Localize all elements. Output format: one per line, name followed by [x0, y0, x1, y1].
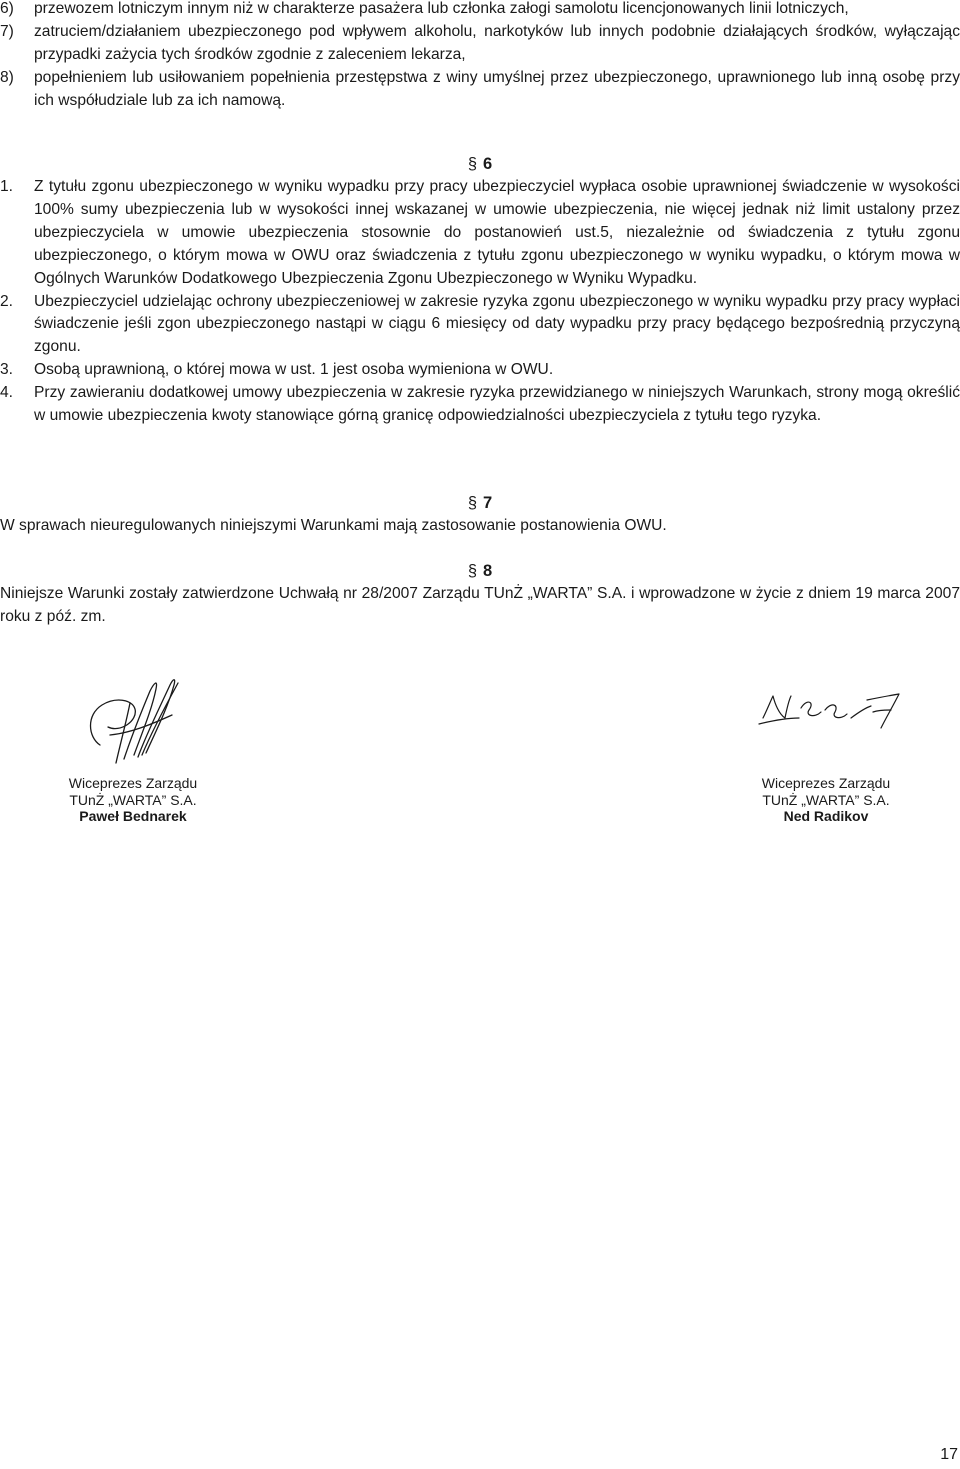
section-7-heading	[0, 492, 960, 515]
list-item-number: 1.	[0, 178, 14, 195]
list-item	[0, 382, 960, 428]
list-item-text: Osobą uprawnioną, o której mowa w ust. 1 jest osoba wymieniona w OWU.	[34, 361, 554, 379]
list-item	[0, 21, 960, 67]
list-item-text: zatruciem/działaniem ubezpieczonego pod wpływem alkoholu, narkotyków lub innych podobnie działających środków, wyłączając przypadki zażycia tych środków zgodnie z zaleceniem lekarza,	[34, 22, 960, 63]
signature-left	[33, 775, 233, 825]
list-item-text: przewozem lotniczym innym niż w charakterze pasażera lub członka załogi samolotu licencjonowanych linii lotniczych,	[34, 0, 849, 17]
list-item	[0, 291, 960, 360]
section-8-heading	[0, 560, 960, 583]
signature-title: Wiceprezes Zarządu	[761, 775, 891, 791]
section-number: 7	[483, 494, 493, 512]
list-item	[0, 176, 960, 291]
section-sign: §	[467, 562, 477, 580]
section-6-list	[0, 176, 960, 428]
list-item-text: Ubezpieczyciel udzielając ochrony ubezpieczeniowej w zakresie ryzyka zgonu ubezpieczonego w wyniku wypadku przy pracy wypłaci świadczenie jeśli zgon ubezpieczonego nastąpi w ciągu 6 miesięcy od daty wypadku przy pracy będącego bezpośrednią przyczyną zgonu.	[34, 292, 960, 356]
list-item	[0, 0, 960, 21]
list-item	[0, 67, 960, 113]
list-top	[0, 0, 960, 113]
signature-right	[726, 775, 926, 825]
section-number: 8	[483, 562, 493, 580]
list-item-text: Z tytułu zgonu ubezpieczonego w wyniku wypadku przy pracy ubezpieczyciel wypłaca osobie uprawnionej świadczenie w wysokości 100% sumy ubezpieczenia lub w wysokości innej wskazanej w umowie ubezpieczenia, nie więcej jednak niż limit ustalony przez ubezpieczyciela w umowie ubezpieczenia stosownie do postanowień ust.5, niezależnie od świadczenia z tytułu zgonu ubezpieczonego, o którym mowa w OWU oraz świadczenia z tytułu zgonu ubezpieczonego w wyniku wypadku, o którym mowa w Ogólnych Warunków Dodatkowego Ubezpieczenia Zgonu Ubezpieczonego w Wyniku Wypadku.	[34, 178, 960, 287]
signature-name: Paweł Bednarek	[79, 808, 187, 824]
section-sign: §	[467, 494, 477, 512]
list-item-number: 4.	[0, 384, 14, 402]
signature-company: TUnŻ „WARTA” S.A.	[69, 791, 197, 808]
section-number: 6	[483, 155, 493, 173]
list-item	[0, 359, 960, 382]
list-item-number: 6)	[0, 0, 14, 17]
section-7-text: W sprawach nieuregulowanych niniejszymi Warunkami mają zastosowanie postanowienia OWU.	[0, 517, 667, 534]
section-8-text: Niniejsze Warunki zostały zatwierdzone Uchwałą nr 28/2007 Zarządu TUnŻ „WARTA” S.A. i wprowadzone w życie z dniem 19 marca 2007 roku z póź. zm.	[0, 585, 960, 625]
list-item-text: Przy zawieraniu dodatkowej umowy ubezpieczenia w zakresie ryzyka przewidzianego w niniejszych Warunkach, strony mogą określić w umowie ubezpieczenia kwoty stanowiące górną granicę odpowiedzialności ubezpieczyciela z tytułu tego ryzyka.	[34, 384, 960, 425]
signature-right-image	[755, 688, 905, 733]
list-item-text: popełnieniem lub usiłowaniem popełnienia przestępstwa z winy umyślnej przez ubezpieczonego, uprawnionego lub inną osobę przy ich współudziale lub za ich namową.	[34, 68, 960, 109]
list-item-number: 7)	[0, 22, 14, 40]
list-item-number: 2.	[0, 292, 14, 310]
list-item-number: 3.	[0, 361, 14, 379]
signature-company: TUnŻ „WARTA” S.A.	[762, 791, 890, 808]
page-number: 17	[940, 1446, 958, 1463]
signature-left-image	[80, 675, 190, 770]
signature-title: Wiceprezes Zarządu	[68, 775, 198, 791]
section-6-heading	[0, 153, 960, 176]
section-sign: §	[467, 155, 477, 173]
list-item-number: 8)	[0, 68, 14, 86]
signature-name: Ned Radikov	[783, 808, 869, 824]
